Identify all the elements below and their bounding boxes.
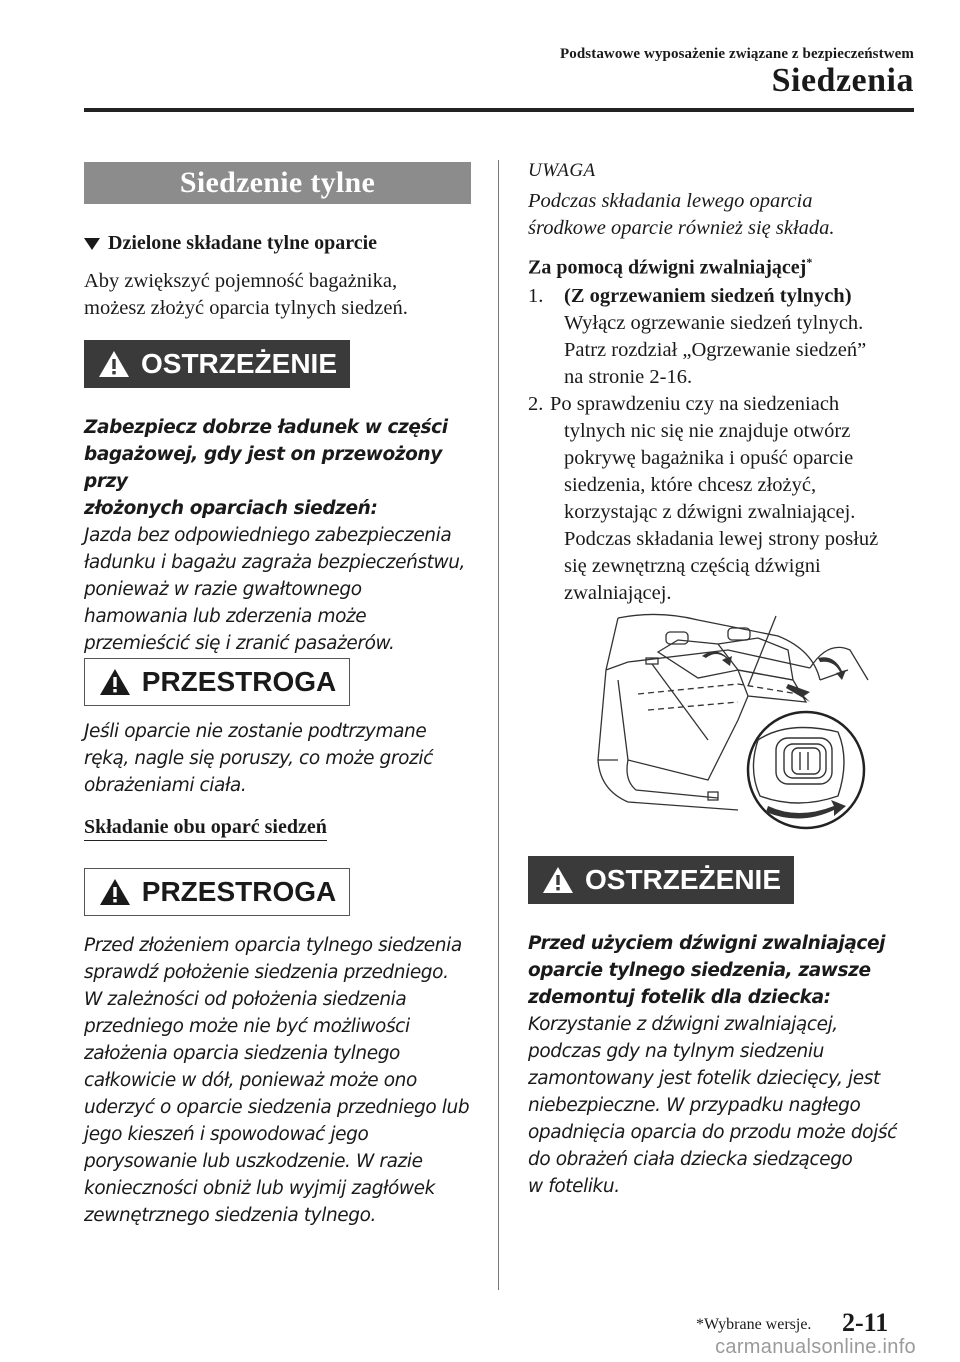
- header-rule: [84, 108, 914, 112]
- step-number: 2.: [528, 393, 544, 415]
- warning-bold-line: zdemontuj fotelik dla dziecka:: [528, 987, 831, 1008]
- caution-text: [84, 718, 484, 799]
- caution-line: Jeśli oparcie nie zostanie podtrzymane: [84, 721, 427, 742]
- step-number: 1.: [528, 285, 544, 307]
- warning-triangle-icon: [98, 877, 132, 907]
- warning-line: Korzystanie z dźwigni zwalniającej,: [528, 1014, 838, 1035]
- step-text: [564, 283, 924, 391]
- step-line: siedzenia, które chcesz złożyć,: [564, 474, 817, 496]
- warning-line: opadnięcia oparcia do przodu może dojść: [528, 1122, 897, 1143]
- step-line: (Z ogrzewaniem siedzeń tylnych): [564, 285, 852, 307]
- step-line: tylnych nic się nie znajduje otwórz: [564, 420, 851, 442]
- step-line: korzystając z dźwigni zwalniającej.: [564, 501, 856, 523]
- fold-heading: Składanie obu oparć siedzeń: [84, 816, 327, 841]
- watermark: carmanualsonline.info: [715, 1336, 916, 1358]
- warning-bold-line: Zabezpiecz dobrze ładunek w części: [84, 417, 448, 438]
- note-line: środkowe oparcie również się składa.: [528, 217, 835, 239]
- caution-line: porysowanie lub uszkodzenie. W razie: [84, 1151, 423, 1172]
- step-line: Wyłącz ogrzewanie siedzeń tylnych.: [564, 312, 864, 334]
- caution-line: całkowicie w dół, ponieważ może ono: [84, 1070, 417, 1091]
- warning-bold-line: oparcie tylnego siedzenia, zawsze: [528, 960, 871, 981]
- warning-label: OSTRZEŻENIE: [140, 348, 337, 379]
- step-line: Patrz rozdział „Ogrzewanie siedzeń”: [564, 339, 867, 361]
- caution-label: PRZESTROGA: [141, 876, 337, 907]
- lever-heading: [528, 255, 812, 280]
- caution-label: PRZESTROGA: [141, 666, 337, 697]
- warning-line: hamowania lub zderzenia może: [84, 606, 367, 627]
- step-line: na stronie 2-16.: [564, 366, 693, 388]
- warning-label: OSTRZEŻENIE: [584, 864, 781, 895]
- step-line: pokrywę bagażnika i opuść oparcie: [564, 447, 854, 469]
- step-line: zwalniającej.: [564, 582, 672, 604]
- warning-badge: [84, 340, 350, 388]
- section-title: Siedzenie tylne: [84, 162, 471, 204]
- step-2: [528, 391, 928, 611]
- warning-bold-line: Przed użyciem dźwigni zwalniającej: [528, 933, 886, 954]
- step-text: [550, 391, 910, 607]
- step-line: się zewnętrzną częścią dźwigni: [564, 555, 821, 577]
- intro-paragraph: [84, 268, 408, 322]
- warning-line: ponieważ w razie gwałtownego: [84, 579, 362, 600]
- trunk-lever-illustration: [588, 610, 880, 832]
- chapter-title: Siedzenia: [771, 62, 914, 99]
- caution-badge: [84, 658, 350, 706]
- caution-line: jego kieszeń i spowodować jego: [84, 1124, 369, 1145]
- caution-line: W zależności od położenia siedzenia: [84, 989, 407, 1010]
- warning-line: zamontowany jest fotelik dziecięcy, jest: [528, 1068, 880, 1089]
- step-1: [528, 283, 928, 393]
- caution-text: [84, 932, 494, 1229]
- warning-line: w foteliku.: [528, 1176, 620, 1197]
- caution-line: przedniego może nie być możliwości: [84, 1016, 410, 1037]
- caution-line: ręką, nagle się poruszy, co może grozić: [84, 748, 433, 769]
- caution-line: sprawdź położenie siedzenia przedniego.: [84, 962, 449, 983]
- intro-line: Aby zwiększyć pojemność bagażnika,: [84, 270, 398, 292]
- intro-line: możesz złożyć oparcia tylnych siedzeń.: [84, 297, 408, 319]
- warning-text: [84, 414, 484, 657]
- caution-line: Przed złożeniem oparcia tylnego siedzenia: [84, 935, 462, 956]
- subheading: [84, 232, 377, 255]
- warning-line: do obrażeń ciała dziecka siedzącego: [528, 1149, 853, 1170]
- note-label: UWAGA: [528, 160, 596, 181]
- caution-line: uderzyć o oparcie siedzenia przedniego lub: [84, 1097, 470, 1118]
- triangle-bullet-icon: [84, 238, 100, 250]
- note-text: [528, 188, 835, 242]
- caution-line: założenia oparcia siedzenia tylnego: [84, 1043, 400, 1064]
- optional-mark: *: [806, 255, 813, 269]
- page-number: 2-11: [842, 1308, 889, 1337]
- warning-text: [528, 930, 938, 1200]
- warning-line: przemieścić się i zranić pasażerów.: [84, 633, 395, 654]
- subheading-text: Dzielone składane tylne oparcie: [108, 232, 378, 254]
- warning-triangle-icon: [97, 349, 131, 379]
- warning-line: niebezpieczne. W przypadku nagłego: [528, 1095, 861, 1116]
- chapter-subtitle: Podstawowe wyposażenie związane z bezpieczeństwem: [560, 46, 914, 62]
- note-line: Podczas składania lewego oparcia: [528, 190, 813, 212]
- caution-line: zewnętrznego siedzenia tylnego.: [84, 1205, 377, 1226]
- step-line: Po sprawdzeniu czy na siedzeniach: [550, 393, 840, 415]
- warning-line: ładunku i bagażu zagraża bezpieczeństwu,: [84, 552, 466, 573]
- column-divider: [498, 160, 499, 1290]
- caution-line: konieczności obniż lub wyjmij zagłówek: [84, 1178, 435, 1199]
- warning-badge: [528, 856, 794, 904]
- warning-line: podczas gdy na tylnym siedzeniu: [528, 1041, 824, 1062]
- caution-line: obrażeniami ciała.: [84, 775, 247, 796]
- step-line: Podczas składania lewej strony posłuż: [564, 528, 879, 550]
- lever-heading-text: Za pomocą dźwigni zwalniającej: [528, 256, 807, 279]
- warning-triangle-icon: [541, 865, 575, 895]
- footnote: *Wybrane wersje.: [696, 1316, 812, 1333]
- warning-triangle-icon: [98, 667, 132, 697]
- warning-line: Jazda bez odpowiedniego zabezpieczenia: [84, 525, 452, 546]
- warning-bold-line: bagażowej, gdy jest on przewożony przy: [84, 444, 442, 492]
- warning-bold-line: złożonych oparciach siedzeń:: [84, 498, 378, 519]
- caution-badge: [84, 868, 350, 916]
